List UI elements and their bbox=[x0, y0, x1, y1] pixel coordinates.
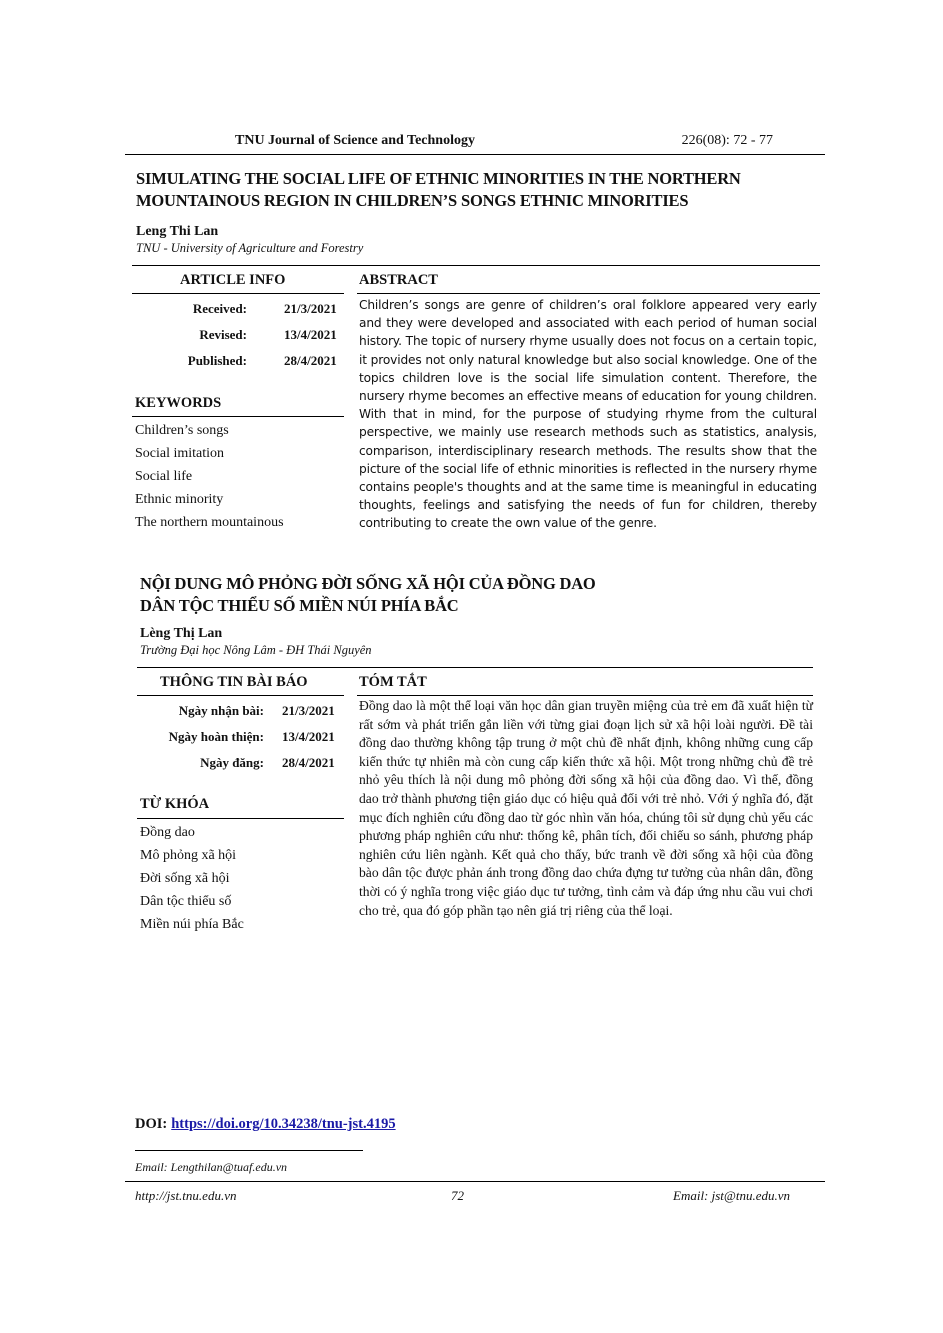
doi-label: DOI: bbox=[135, 1116, 168, 1132]
keyword: Social life bbox=[135, 469, 193, 484]
keyword: Mô phỏng xã hội bbox=[140, 848, 237, 863]
footer-rule bbox=[125, 1181, 825, 1182]
footer-page-number: 72 bbox=[451, 1188, 464, 1203]
rule-info-vn bbox=[137, 695, 344, 696]
received-date-vn: 21/3/2021 bbox=[282, 703, 335, 718]
rule-top-vn bbox=[137, 667, 813, 668]
vietnamese-title-line1: NỘI DUNG MÔ PHỎNG ĐỜI SỐNG XÃ HỘI CỦA ĐỒNG DAO bbox=[140, 574, 596, 593]
journal-name: TNU Journal of Science and Technology bbox=[235, 133, 475, 148]
footnote-rule bbox=[135, 1150, 363, 1151]
published-date-vn: 28/4/2021 bbox=[282, 755, 335, 770]
rule-abstract-vn bbox=[357, 695, 813, 696]
revised-label: Revised: bbox=[199, 327, 247, 342]
vietnamese-title-line2: DÂN TỘC THIỂU SỐ MIỀN NÚI PHÍA BẮC bbox=[140, 596, 459, 615]
volume-pages: 226(08): 72 - 77 bbox=[681, 133, 773, 148]
keywords-list bbox=[135, 419, 345, 534]
rule-keywords-vn bbox=[137, 818, 344, 819]
english-title-line1: SIMULATING THE SOCIAL LIFE OF ETHNIC MINORITIES IN THE NORTHERN bbox=[136, 169, 741, 188]
keyword: Đồng dao bbox=[140, 825, 195, 840]
author-email: Email: Lengthilan@tuaf.edu.vn bbox=[135, 1160, 288, 1174]
article-info-heading-vn: THÔNG TIN BÀI BÁO bbox=[160, 674, 308, 690]
published-date: 28/4/2021 bbox=[284, 353, 337, 368]
revised-label-vn: Ngày hoàn thiện: bbox=[168, 729, 264, 744]
rule-keywords-en bbox=[132, 416, 344, 417]
published-label: Published: bbox=[187, 353, 247, 368]
keyword: Đời sống xã hội bbox=[140, 871, 230, 886]
rule-abstract-en bbox=[357, 293, 820, 294]
keywords-heading-vn: TỪ KHÓA bbox=[140, 796, 210, 812]
published-label-vn: Ngày đăng: bbox=[200, 755, 264, 770]
keyword: The northern mountainous bbox=[135, 515, 284, 530]
revised-date: 13/4/2021 bbox=[284, 327, 337, 342]
vietnamese-title bbox=[140, 573, 820, 617]
keyword: Children’s songs bbox=[135, 423, 229, 438]
doi-line bbox=[135, 1115, 396, 1133]
vietnamese-author: Lèng Thị Lan bbox=[140, 626, 223, 641]
english-title bbox=[136, 168, 826, 212]
footer-email: Email: jst@tnu.edu.vn bbox=[673, 1188, 791, 1203]
keyword: Ethnic minority bbox=[135, 492, 224, 507]
article-info-heading: ARTICLE INFO bbox=[180, 272, 286, 288]
abstract-body: Children’s songs are genre of children’s oral folklore appeared very early and they were developed and associated with each period of human social history. The topic of nursery rhyme usually does not focus on a certain topic, it provides not only natural knowledge but also social knowledge. One of the topics children love is the social life simulation content. Therefore, the nursery rhyme becomes an effective means of education for young children. With that in mind, for the purpose of studying rhyme from the cultural perspective, we mainly use research methods such as statistics, analysis, comparison, interdisciplinary research methods. The results show that the picture of the social life of ethnic minorities is reflected in the nursery rhyme contains people's thoughts and at the same time is meaningful in educating thoughts, feelings and satisfying the needs of fun for children, thereby contributing to create the own value of the genre. bbox=[359, 298, 817, 531]
vietnamese-affiliation: Trường Đại học Nông Lâm - ĐH Thái Nguyên bbox=[140, 643, 372, 657]
abstract-heading-vn: TÓM TẮT bbox=[359, 674, 427, 690]
abstract-heading: ABSTRACT bbox=[359, 272, 438, 288]
english-title-line2: MOUNTAINOUS REGION IN CHILDREN’S SONGS ETHNIC MINORITIES bbox=[136, 191, 689, 210]
doi-link[interactable]: https://doi.org/10.34238/tnu-jst.4195 bbox=[171, 1116, 396, 1132]
keyword: Miền núi phía Bắc bbox=[140, 917, 244, 932]
received-label-vn: Ngày nhận bài: bbox=[178, 703, 264, 718]
revised-date-vn: 13/4/2021 bbox=[282, 729, 335, 744]
footer-website: http://jst.tnu.edu.vn bbox=[135, 1188, 237, 1203]
keyword: Social imitation bbox=[135, 446, 225, 461]
english-affiliation: TNU - University of Agriculture and Forestry bbox=[136, 241, 364, 255]
received-date: 21/3/2021 bbox=[284, 301, 337, 316]
running-header bbox=[125, 132, 825, 155]
keywords-list-vn bbox=[140, 821, 345, 936]
rule-top-en bbox=[132, 265, 820, 266]
english-author: Leng Thi Lan bbox=[136, 224, 219, 239]
keywords-heading: KEYWORDS bbox=[135, 395, 222, 411]
rule-info-en bbox=[132, 293, 344, 294]
keyword: Dân tộc thiểu số bbox=[140, 894, 232, 909]
abstract-body-vn: Đồng dao là một thể loại văn học dân gian truyền miệng của trẻ em đã xuất hiện từ rất sớm và phát triển gắn liền với từng giai đoạn lịch sử xã hội loài người. Đề tài đồng dao thường không tập trung ở một chủ đề nhất định, không những cung cấp kiến thức tự nhiên mà còn cung cấp kiến thức xã hội. Một trong những chủ đề trẻ nhỏ yêu thích là nội dung mô phỏng đời sống xã hội của đồng dao. Vì thế, đồng dao trở thành phương tiện giáo dục có hiệu quả đối với trẻ nhỏ. Với ý nghĩa đó, đặt mục đích nghiên cứu đồng dao từ góc nhìn văn hóa, chúng tôi sử dụng chủ yếu các phương pháp nghiên cứu như: thống kê, phân tích, đối chiếu so sánh, phương pháp nghiên cứu liên ngành. Kết quả cho thấy, bức tranh về đời sống xã hội của đồng bào dân tộc được phản ánh trong đồng dao chứa đựng tư tưởng của nhân dân, đồng thời có ý nghĩa trong việc giáo dục tư tưởng, tình cảm và đáp ứng nhu cầu vui chơi cho trẻ, qua đó góp phần tạo nên giá trị riêng của thể loại. bbox=[359, 698, 813, 918]
received-label: Received: bbox=[192, 301, 247, 316]
